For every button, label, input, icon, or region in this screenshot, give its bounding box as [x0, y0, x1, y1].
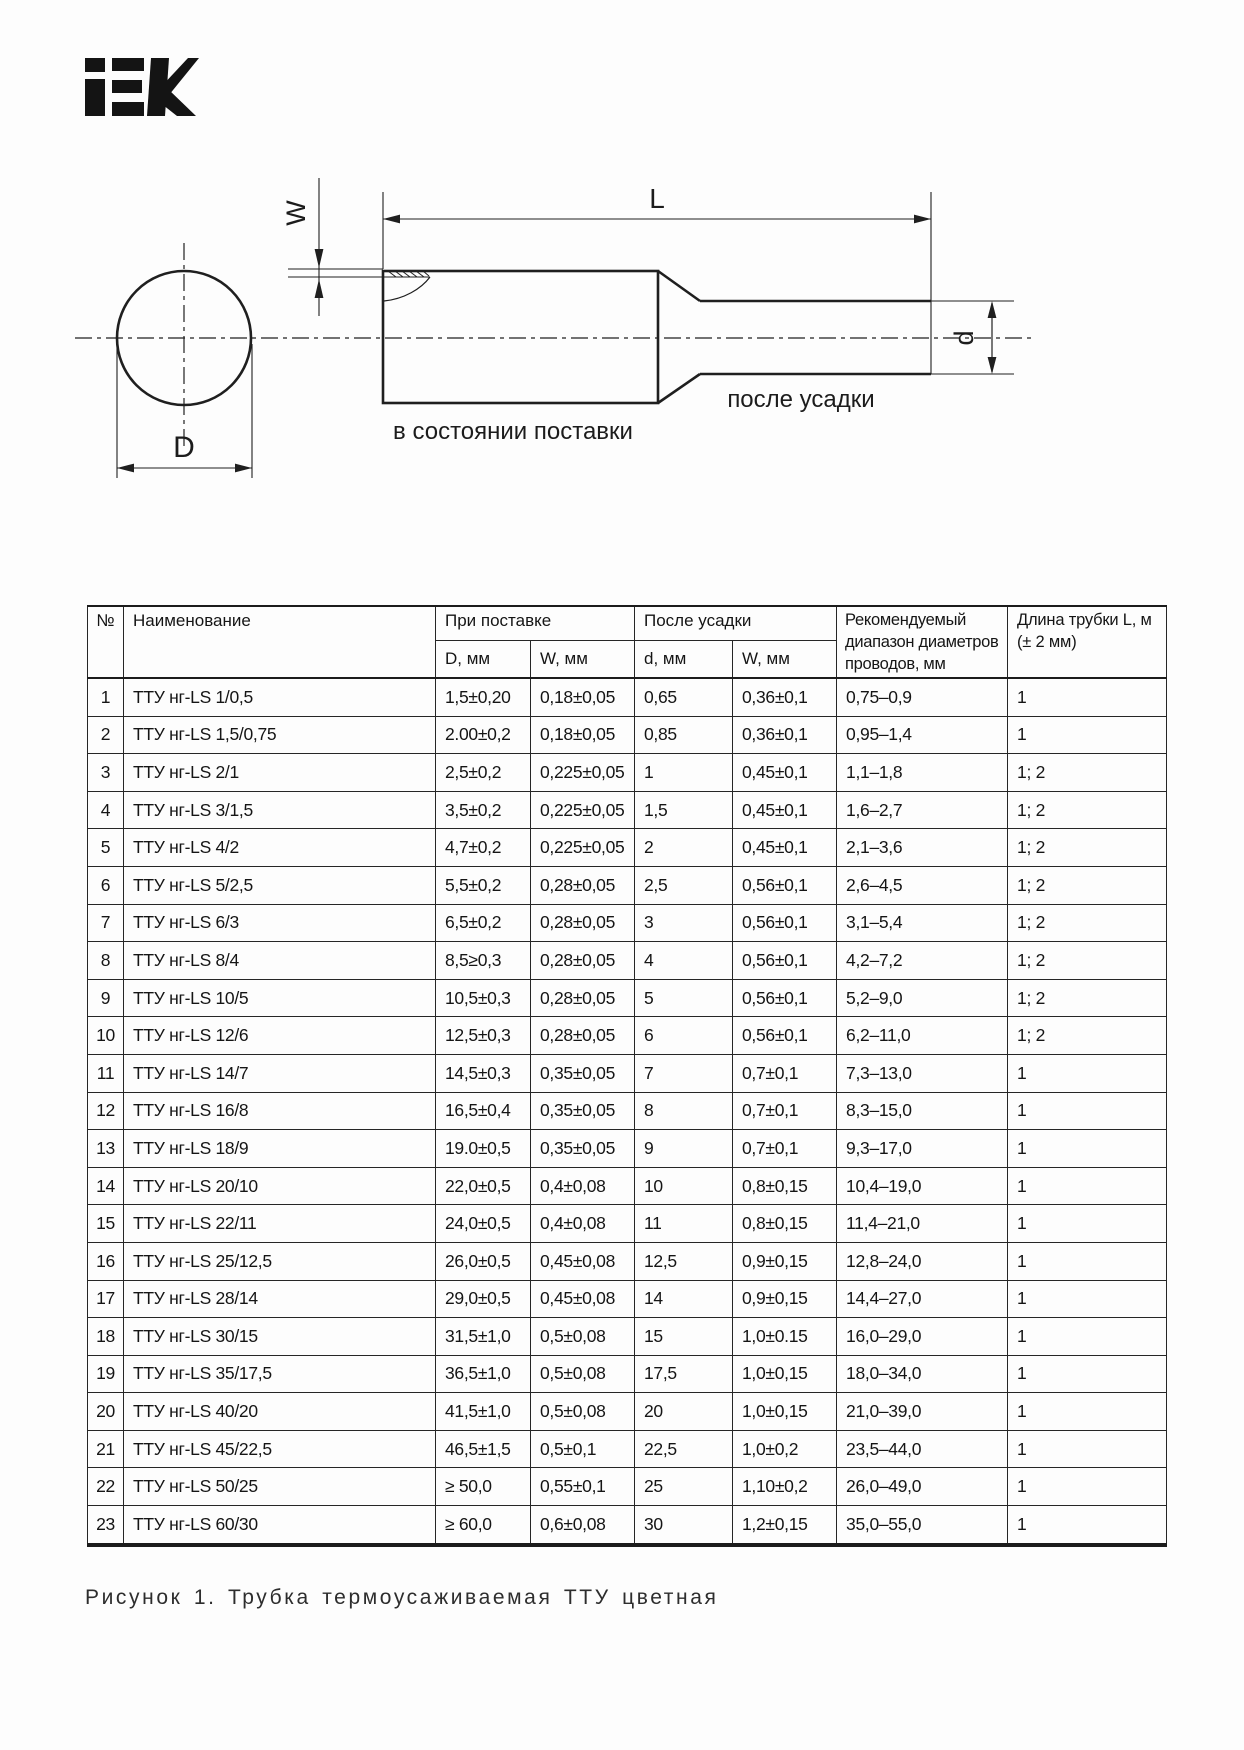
header-length [1008, 606, 1167, 678]
cell-length: 1; 2 [1008, 979, 1167, 1017]
cell-shrunk-d: 2,5 [635, 866, 733, 904]
figure-caption: Рисунок 1. Трубка термоусаживаемая ТТУ цветная [85, 1586, 719, 1609]
cell-supply-d: 8,5≥0,3 [436, 942, 531, 980]
cell-shrunk-d: 6 [635, 1017, 733, 1055]
cell-supply-d: 1,5±0,20 [436, 678, 531, 716]
cell-name: ТТУ нг-LS 35/17,5 [124, 1355, 436, 1393]
spec-table-header [88, 606, 1167, 678]
cell-supply-w: 0,5±0,08 [531, 1318, 635, 1356]
cell-shrunk-w: 0,56±0,1 [733, 979, 837, 1017]
table-row [88, 866, 1167, 904]
cell-length: 1 [1008, 1468, 1167, 1506]
cell-length: 1; 2 [1008, 904, 1167, 942]
drawing-canvas [0, 0, 1244, 505]
cell-no: 6 [88, 866, 124, 904]
cell-length: 1 [1008, 1054, 1167, 1092]
cell-name: ТТУ нг-LS 50/25 [124, 1468, 436, 1506]
table-row [88, 1017, 1167, 1055]
table-row [88, 754, 1167, 792]
table-row [88, 1167, 1167, 1205]
cell-shrunk-d: 15 [635, 1318, 733, 1356]
cell-wire-range: 6,2–11,0 [837, 1017, 1008, 1055]
table-row [88, 1393, 1167, 1431]
cell-no: 15 [88, 1205, 124, 1243]
cell-shrunk-w: 1,0±0,2 [733, 1430, 837, 1468]
header-no: № [88, 606, 124, 678]
cell-wire-range: 2,1–3,6 [837, 829, 1008, 867]
cell-no: 2 [88, 716, 124, 754]
cell-no: 12 [88, 1092, 124, 1130]
cell-supply-w: 0,35±0,05 [531, 1130, 635, 1168]
cell-shrunk-w: 1,0±0,15 [733, 1355, 837, 1393]
cell-name: ТТУ нг-LS 16/8 [124, 1092, 436, 1130]
cell-shrunk-d: 11 [635, 1205, 733, 1243]
table-row [88, 678, 1167, 716]
table-row [88, 979, 1167, 1017]
arrowhead-left-icon [383, 215, 400, 224]
cell-shrunk-w: 0,45±0,1 [733, 754, 837, 792]
cell-supply-w: 0,55±0,1 [531, 1468, 635, 1506]
cell-shrunk-d: 17,5 [635, 1355, 733, 1393]
cell-name: ТТУ нг-LS 5/2,5 [124, 866, 436, 904]
cell-wire-range: 9,3–17,0 [837, 1130, 1008, 1168]
cell-name: ТТУ нг-LS 6/3 [124, 904, 436, 942]
cell-no: 3 [88, 754, 124, 792]
cell-supply-d: 6,5±0,2 [436, 904, 531, 942]
cell-shrunk-d: 12,5 [635, 1242, 733, 1280]
table-row [88, 1355, 1167, 1393]
cell-supply-d: 29,0±0,5 [436, 1280, 531, 1318]
cell-wire-range: 2,6–4,5 [837, 866, 1008, 904]
cell-shrunk-d: 0,85 [635, 716, 733, 754]
cell-no: 14 [88, 1167, 124, 1205]
cell-supply-w: 0,45±0,08 [531, 1242, 635, 1280]
subheader-supply-w: W, мм [531, 641, 635, 679]
cell-name: ТТУ нг-LS 10/5 [124, 979, 436, 1017]
cell-shrunk-d: 4 [635, 942, 733, 980]
table-row [88, 1430, 1167, 1468]
dimension-label-big-d: D [173, 431, 195, 464]
cell-shrunk-w: 0,7±0,1 [733, 1130, 837, 1168]
cell-name: ТТУ нг-LS 45/22,5 [124, 1430, 436, 1468]
arrowhead-up-icon [988, 301, 997, 318]
subheader-shrunk-w: W, мм [733, 641, 837, 679]
cell-length: 1; 2 [1008, 1017, 1167, 1055]
cell-shrunk-w: 0,45±0,1 [733, 829, 837, 867]
arrowhead-up-icon [315, 279, 324, 298]
arrowhead-down-icon [988, 357, 997, 374]
cell-shrunk-w: 1,2±0,15 [733, 1506, 837, 1545]
table-row [88, 1318, 1167, 1356]
cell-no: 23 [88, 1506, 124, 1545]
cell-no: 19 [88, 1355, 124, 1393]
cell-supply-w: 0,5±0,08 [531, 1355, 635, 1393]
cell-shrunk-d: 22,5 [635, 1430, 733, 1468]
cell-wire-range: 1,1–1,8 [837, 754, 1008, 792]
table-row [88, 904, 1167, 942]
cell-shrunk-w: 0,7±0,1 [733, 1092, 837, 1130]
cell-length: 1; 2 [1008, 942, 1167, 980]
cell-wire-range: 12,8–24,0 [837, 1242, 1008, 1280]
cell-supply-w: 0,4±0,08 [531, 1167, 635, 1205]
cell-supply-d: 2,5±0,2 [436, 754, 531, 792]
cell-supply-d: 2.00±0,2 [436, 716, 531, 754]
cell-name: ТТУ нг-LS 22/11 [124, 1205, 436, 1243]
cell-shrunk-d: 30 [635, 1506, 733, 1545]
tube-taper-lines [658, 271, 700, 403]
cell-supply-w: 0,5±0,1 [531, 1430, 635, 1468]
cell-no: 7 [88, 904, 124, 942]
cell-shrunk-w: 0,56±0,1 [733, 1017, 837, 1055]
header-length-line2: (± 2 мм) [1017, 632, 1077, 651]
cell-supply-w: 0,28±0,05 [531, 1017, 635, 1055]
cell-wire-range: 26,0–49,0 [837, 1468, 1008, 1506]
cell-name: ТТУ нг-LS 20/10 [124, 1167, 436, 1205]
cell-shrunk-w: 1,0±0,15 [733, 1393, 837, 1431]
subheader-shrunk-d: d, мм [635, 641, 733, 679]
cell-wire-range: 18,0–34,0 [837, 1355, 1008, 1393]
cell-length: 1; 2 [1008, 866, 1167, 904]
arrowhead-right-icon [914, 215, 931, 224]
cell-no: 13 [88, 1130, 124, 1168]
cell-shrunk-w: 0,36±0,1 [733, 678, 837, 716]
subheader-supply-d: D, мм [436, 641, 531, 679]
cell-supply-w: 0,5±0,08 [531, 1393, 635, 1431]
cell-shrunk-w: 0,7±0,1 [733, 1054, 837, 1092]
dimension-label-w: W [281, 200, 311, 226]
cell-shrunk-w: 0,56±0,1 [733, 866, 837, 904]
cell-length: 1 [1008, 1205, 1167, 1243]
cell-name: ТТУ нг-LS 28/14 [124, 1280, 436, 1318]
cell-shrunk-w: 0,8±0,15 [733, 1205, 837, 1243]
table-row [88, 1280, 1167, 1318]
cell-supply-w: 0,225±0,05 [531, 791, 635, 829]
cell-shrunk-w: 0,56±0,1 [733, 942, 837, 980]
cell-length: 1 [1008, 1130, 1167, 1168]
cell-supply-d: 24,0±0,5 [436, 1205, 531, 1243]
table-row [88, 1205, 1167, 1243]
cell-supply-w: 0,35±0,05 [531, 1054, 635, 1092]
cell-name: ТТУ нг-LS 12/6 [124, 1017, 436, 1055]
dimension-label-l: L [649, 183, 665, 214]
cell-name: ТТУ нг-LS 60/30 [124, 1506, 436, 1545]
cell-name: ТТУ нг-LS 30/15 [124, 1318, 436, 1356]
cell-supply-d: ≥ 50,0 [436, 1468, 531, 1506]
table-row [88, 829, 1167, 867]
cell-wire-range: 8,3–15,0 [837, 1092, 1008, 1130]
cell-supply-d: 36,5±1,0 [436, 1355, 531, 1393]
cell-supply-w: 0,4±0,08 [531, 1205, 635, 1243]
cell-supply-d: ≥ 60,0 [436, 1506, 531, 1545]
cell-wire-range: 23,5–44,0 [837, 1430, 1008, 1468]
cell-no: 11 [88, 1054, 124, 1092]
cell-no: 4 [88, 791, 124, 829]
cell-shrunk-d: 5 [635, 979, 733, 1017]
table-row [88, 716, 1167, 754]
cell-length: 1 [1008, 716, 1167, 754]
cell-shrunk-d: 20 [635, 1393, 733, 1431]
table-row [88, 791, 1167, 829]
cell-supply-w: 0,28±0,05 [531, 866, 635, 904]
cell-shrunk-w: 1,10±0,2 [733, 1468, 837, 1506]
cell-wire-range: 3,1–5,4 [837, 904, 1008, 942]
cell-shrunk-w: 0,8±0,15 [733, 1167, 837, 1205]
table-row [88, 1130, 1167, 1168]
cell-name: ТТУ нг-LS 25/12,5 [124, 1242, 436, 1280]
header-shrunk-group: После усадки [635, 606, 837, 641]
label-after-shrink: после усадки [727, 386, 875, 413]
wall-cutaway-curve [384, 277, 430, 301]
cell-supply-d: 4,7±0,2 [436, 829, 531, 867]
table-row [88, 1506, 1167, 1545]
cell-length: 1 [1008, 1092, 1167, 1130]
header-supply-group: При поставке [436, 606, 635, 641]
cell-no: 20 [88, 1393, 124, 1431]
tube-supply-outline [383, 271, 658, 403]
cell-supply-d: 16,5±0,4 [436, 1092, 531, 1130]
cell-no: 1 [88, 678, 124, 716]
cell-shrunk-d: 3 [635, 904, 733, 942]
cell-length: 1 [1008, 1506, 1167, 1545]
cell-supply-d: 3,5±0,2 [436, 791, 531, 829]
cell-name: ТТУ нг-LS 14/7 [124, 1054, 436, 1092]
cell-name: ТТУ нг-LS 2/1 [124, 754, 436, 792]
cell-shrunk-d: 25 [635, 1468, 733, 1506]
cell-length: 1; 2 [1008, 754, 1167, 792]
cell-supply-w: 0,28±0,05 [531, 979, 635, 1017]
cell-no: 17 [88, 1280, 124, 1318]
cell-supply-d: 41,5±1,0 [436, 1393, 531, 1431]
header-name: Наименование [124, 606, 436, 678]
cell-wire-range: 16,0–29,0 [837, 1318, 1008, 1356]
cell-shrunk-d: 9 [635, 1130, 733, 1168]
cell-wire-range: 35,0–55,0 [837, 1506, 1008, 1545]
cell-wire-range: 14,4–27,0 [837, 1280, 1008, 1318]
table-row [88, 942, 1167, 980]
cell-wire-range: 0,95–1,4 [837, 716, 1008, 754]
technical-drawing [0, 0, 1244, 505]
cell-shrunk-w: 1,0±0.15 [733, 1318, 837, 1356]
arrowhead-left-icon [117, 464, 134, 473]
cell-length: 1 [1008, 678, 1167, 716]
cell-supply-d: 46,5±1,5 [436, 1430, 531, 1468]
cell-supply-d: 10,5±0,3 [436, 979, 531, 1017]
cell-supply-w: 0,225±0,05 [531, 754, 635, 792]
dimension-label-small-d: d [949, 330, 979, 346]
cell-no: 5 [88, 829, 124, 867]
cell-no: 10 [88, 1017, 124, 1055]
cell-shrunk-w: 0,45±0,1 [733, 791, 837, 829]
cell-shrunk-w: 0,9±0,15 [733, 1280, 837, 1318]
cell-length: 1 [1008, 1280, 1167, 1318]
cell-name: ТТУ нг-LS 1,5/0,75 [124, 716, 436, 754]
cell-length: 1; 2 [1008, 791, 1167, 829]
cell-length: 1; 2 [1008, 829, 1167, 867]
header-wire-range: Рекомендуемый диапазон диаметров проводов, мм [837, 606, 1008, 678]
cell-supply-w: 0,28±0,05 [531, 904, 635, 942]
cell-no: 16 [88, 1242, 124, 1280]
cell-length: 1 [1008, 1167, 1167, 1205]
cell-wire-range: 5,2–9,0 [837, 979, 1008, 1017]
cell-name: ТТУ нг-LS 4/2 [124, 829, 436, 867]
cell-length: 1 [1008, 1430, 1167, 1468]
cell-supply-w: 0,18±0,05 [531, 678, 635, 716]
cell-wire-range: 10,4–19,0 [837, 1167, 1008, 1205]
cell-no: 8 [88, 942, 124, 980]
cell-length: 1 [1008, 1355, 1167, 1393]
cell-name: ТТУ нг-LS 18/9 [124, 1130, 436, 1168]
arrowhead-down-icon [315, 249, 324, 268]
cell-length: 1 [1008, 1242, 1167, 1280]
cell-name: ТТУ нг-LS 40/20 [124, 1393, 436, 1431]
cell-shrunk-d: 14 [635, 1280, 733, 1318]
table-row [88, 1242, 1167, 1280]
cell-supply-w: 0,6±0,08 [531, 1506, 635, 1545]
cell-shrunk-d: 8 [635, 1092, 733, 1130]
cell-supply-w: 0,18±0,05 [531, 716, 635, 754]
arrowhead-right-icon [235, 464, 252, 473]
spec-table [87, 605, 1167, 1547]
cell-shrunk-d: 1,5 [635, 791, 733, 829]
cell-supply-d: 22,0±0,5 [436, 1167, 531, 1205]
cell-length: 1 [1008, 1318, 1167, 1356]
label-supply-state: в состоянии поставки [393, 418, 633, 445]
cell-no: 22 [88, 1468, 124, 1506]
cell-supply-d: 31,5±1,0 [436, 1318, 531, 1356]
cell-wire-range: 11,4–21,0 [837, 1205, 1008, 1243]
cell-supply-w: 0,45±0,08 [531, 1280, 635, 1318]
cell-wire-range: 0,75–0,9 [837, 678, 1008, 716]
cell-shrunk-w: 0,36±0,1 [733, 716, 837, 754]
table-row [88, 1054, 1167, 1092]
cell-no: 9 [88, 979, 124, 1017]
cell-supply-d: 19.0±0,5 [436, 1130, 531, 1168]
cell-length: 1 [1008, 1393, 1167, 1431]
cell-supply-d: 14,5±0,3 [436, 1054, 531, 1092]
cell-supply-d: 12,5±0,3 [436, 1017, 531, 1055]
cell-name: ТТУ нг-LS 8/4 [124, 942, 436, 980]
cell-wire-range: 21,0–39,0 [837, 1393, 1008, 1431]
cell-wire-range: 1,6–2,7 [837, 791, 1008, 829]
cell-name: ТТУ нг-LS 3/1,5 [124, 791, 436, 829]
cell-name: ТТУ нг-LS 1/0,5 [124, 678, 436, 716]
cell-supply-w: 0,28±0,05 [531, 942, 635, 980]
cell-wire-range: 4,2–7,2 [837, 942, 1008, 980]
cell-supply-w: 0,35±0,05 [531, 1092, 635, 1130]
table-row [88, 1468, 1167, 1506]
cell-shrunk-d: 0,65 [635, 678, 733, 716]
cell-shrunk-d: 2 [635, 829, 733, 867]
cell-supply-d: 26,0±0,5 [436, 1242, 531, 1280]
cell-supply-d: 5,5±0,2 [436, 866, 531, 904]
table-row [88, 1092, 1167, 1130]
cell-shrunk-w: 0,9±0,15 [733, 1242, 837, 1280]
cell-supply-w: 0,225±0,05 [531, 829, 635, 867]
cell-shrunk-d: 10 [635, 1167, 733, 1205]
cell-shrunk-w: 0,56±0,1 [733, 904, 837, 942]
cell-no: 18 [88, 1318, 124, 1356]
cell-shrunk-d: 7 [635, 1054, 733, 1092]
header-length-line1: Длина трубки L, м [1017, 611, 1152, 629]
cell-no: 21 [88, 1430, 124, 1468]
cell-shrunk-d: 1 [635, 754, 733, 792]
cell-wire-range: 7,3–13,0 [837, 1054, 1008, 1092]
spec-table-body [88, 678, 1167, 1545]
